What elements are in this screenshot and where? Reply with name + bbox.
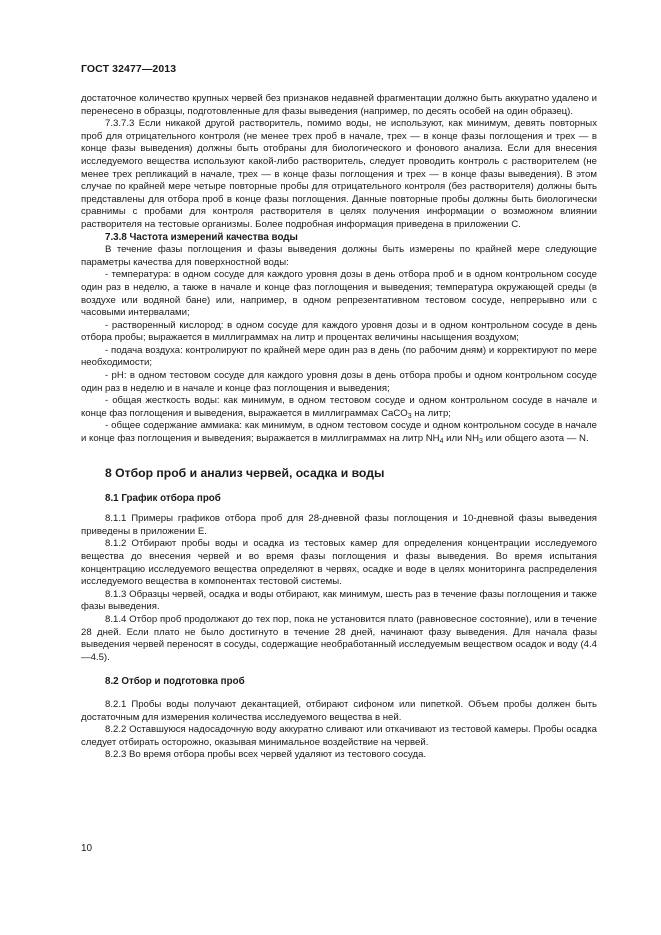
paragraph-8-1-1: 8.1.1 Примеры графиков отбора проб для 28-дневной фазы поглощения и 10-дневной фазы выведения приведены в приложении Е. bbox=[81, 513, 597, 537]
ammonia-text-end: или общего азота — N. bbox=[482, 433, 589, 445]
list-item-ammonia bbox=[81, 420, 597, 445]
ammonia-text: - общее содержание аммиака: как минимум, в одном тестовом сосуде и одном контрольном сосуде в начале и конце фаз поглощения и выведения; выражается в миллиграммах на литр NH bbox=[81, 420, 597, 445]
page-number: 10 bbox=[81, 843, 93, 854]
section-heading-8: 8 Отбор проб и анализ червей, осадка и воды bbox=[105, 465, 385, 480]
paragraph-8-2-2: 8.2.2 Оставшуюся надосадочную воду аккуратно сливают или откачивают из тестовой камеры. Пробы осадка следует отбирать осторожно, оказывая минимальное воздействие на червей. bbox=[81, 724, 597, 748]
ammonia-subscript-1: 4 bbox=[439, 438, 444, 446]
paragraph-8-1-4: 8.1.4 Отбор проб продолжают до тех пор, пока не установится плато (равновесное состояние), или в течение 28 дней. Если плато не было достигнуто в течение 28 дней, начинают фазу выведения. Для начала фазы выведения червей переносят в сосуды, содержащие необработанный исследуемым веществом осадок и воду (4.4—4.5). bbox=[81, 613, 597, 663]
paragraph-8-2-3: 8.2.3 Во время отбора пробы всех червей удаляют из тестового сосуда. bbox=[105, 749, 427, 761]
ammonia-text-mid: или NH bbox=[443, 433, 480, 445]
heading-8-1: 8.1 График отбора проб bbox=[105, 492, 221, 504]
hardness-text: - общая жесткость воды: как минимум, в одном тестовом сосуде и одном контрольном сосуде в начале и конце фаз поглощения и выведения, выражается в миллиграммах CaCO bbox=[81, 395, 597, 419]
document-body bbox=[81, 93, 597, 762]
hardness-text-end: на литр; bbox=[411, 407, 451, 419]
document-header: ГОСТ 32477—2013 bbox=[81, 63, 177, 75]
ammonia-subscript-2: 3 bbox=[479, 438, 483, 446]
list-item-ph: - pH: в одном тестовом сосуде для каждого уровня дозы в день отбора пробы и одном контрольном сосуде один раз в неделю и в начале и конце фаз поглощения и выведения; bbox=[81, 370, 597, 394]
list-item-oxygen: - растворенный кислород: в одном сосуде для каждого уровня дозы и в одном контрольном сосуде в день отбора пробы; выражается в миллиграммах на литр и процентах величины насыщения воздухом; bbox=[81, 319, 597, 344]
paragraph-8-1-2: 8.1.2 Отбирают пробы воды и осадка из тестовых камер для определения концентрации исследуемого вещества до внесения червей и во время фазы поглощения и фазы выведения. Во время испытания концентрацию исследуемого вещества определяют в червях, осадке и воде в целях мониторинга распределения исследуемого вещества в компонентах тестовой системы. bbox=[81, 538, 597, 588]
paragraph-8-1-3: 8.1.3 Образцы червей, осадка и воды отбирают, как минимум, шесть раз в течение фазы поглощения и также фазы выведения. bbox=[81, 588, 597, 613]
list-item-hardness bbox=[81, 395, 597, 420]
paragraph-7-3-7-3: 7.3.7.3 Если никакой другой растворитель, помимо воды, не используют, как минимум, девять повторных проб для отрицательного контроля (не менее трех проб в начале, трех — в конце фазы поглощения и трех — в конце фазы выведения) должны быть отобраны для биологического и фонового анализа. Если для внесения исследуемого вещества используют какой-либо растворитель, следует проводить контроль с растворителем (не менее трех репликаций в начале, трех — в конце фазы поглощения и трех — в конце фазы выведения). В этом случае по крайней мере четыре повторные пробы для отрицательного контроля (без растворителя) должны быть представлены для отбора проб в конце фазы поглощения. Данные повторные пробы должны быть биологически сравнимы с пробами для контроля растворителя в целях получения информации о возможном влиянии растворителя на тестовые организмы. Более подробная информация приведена в приложении С. bbox=[81, 118, 597, 230]
hardness-subscript: 3 bbox=[407, 412, 412, 420]
paragraph-continuation: достаточное количество крупных червей без признаков недавней фрагментации должно быть аккуратно удалено и перенесено в образцы, подготовленные для фазы выведения (например, по десять особей на один образец). bbox=[81, 93, 597, 117]
list-item-aeration: - подача воздуха: контролируют по крайней мере один раз в день (по рабочим дням) и корректируют по мере необходимости; bbox=[81, 344, 597, 369]
paragraph-7-3-8-intro: В течение фазы поглощения и фазы выведения должны быть измерены по крайней мере следующие параметры качества для поверхностной воды: bbox=[81, 244, 597, 268]
list-item-temperature: - температура: в одном сосуде для каждого уровня дозы в день отбора проб и в одном контрольном сосуде один раз в неделю, а также в начале и конце фаз поглощения и выведения; температура окружающей среды (в воздухе или водяной бане) или, например, в одном репрезентативном тестовом сосуде, непрерывно или с часовыми интервалами; bbox=[81, 269, 597, 319]
heading-7-3-8: 7.3.8 Частота измерений качества воды bbox=[105, 231, 298, 243]
heading-8-2: 8.2 Отбор и подготовка проб bbox=[105, 676, 245, 688]
paragraph-8-2-1: 8.2.1 Пробы воды получают декантацией, отбирают сифоном или пипеткой. Объем пробы должен быть достаточным для измерения количества исследуемого вещества в ней. bbox=[81, 698, 597, 723]
